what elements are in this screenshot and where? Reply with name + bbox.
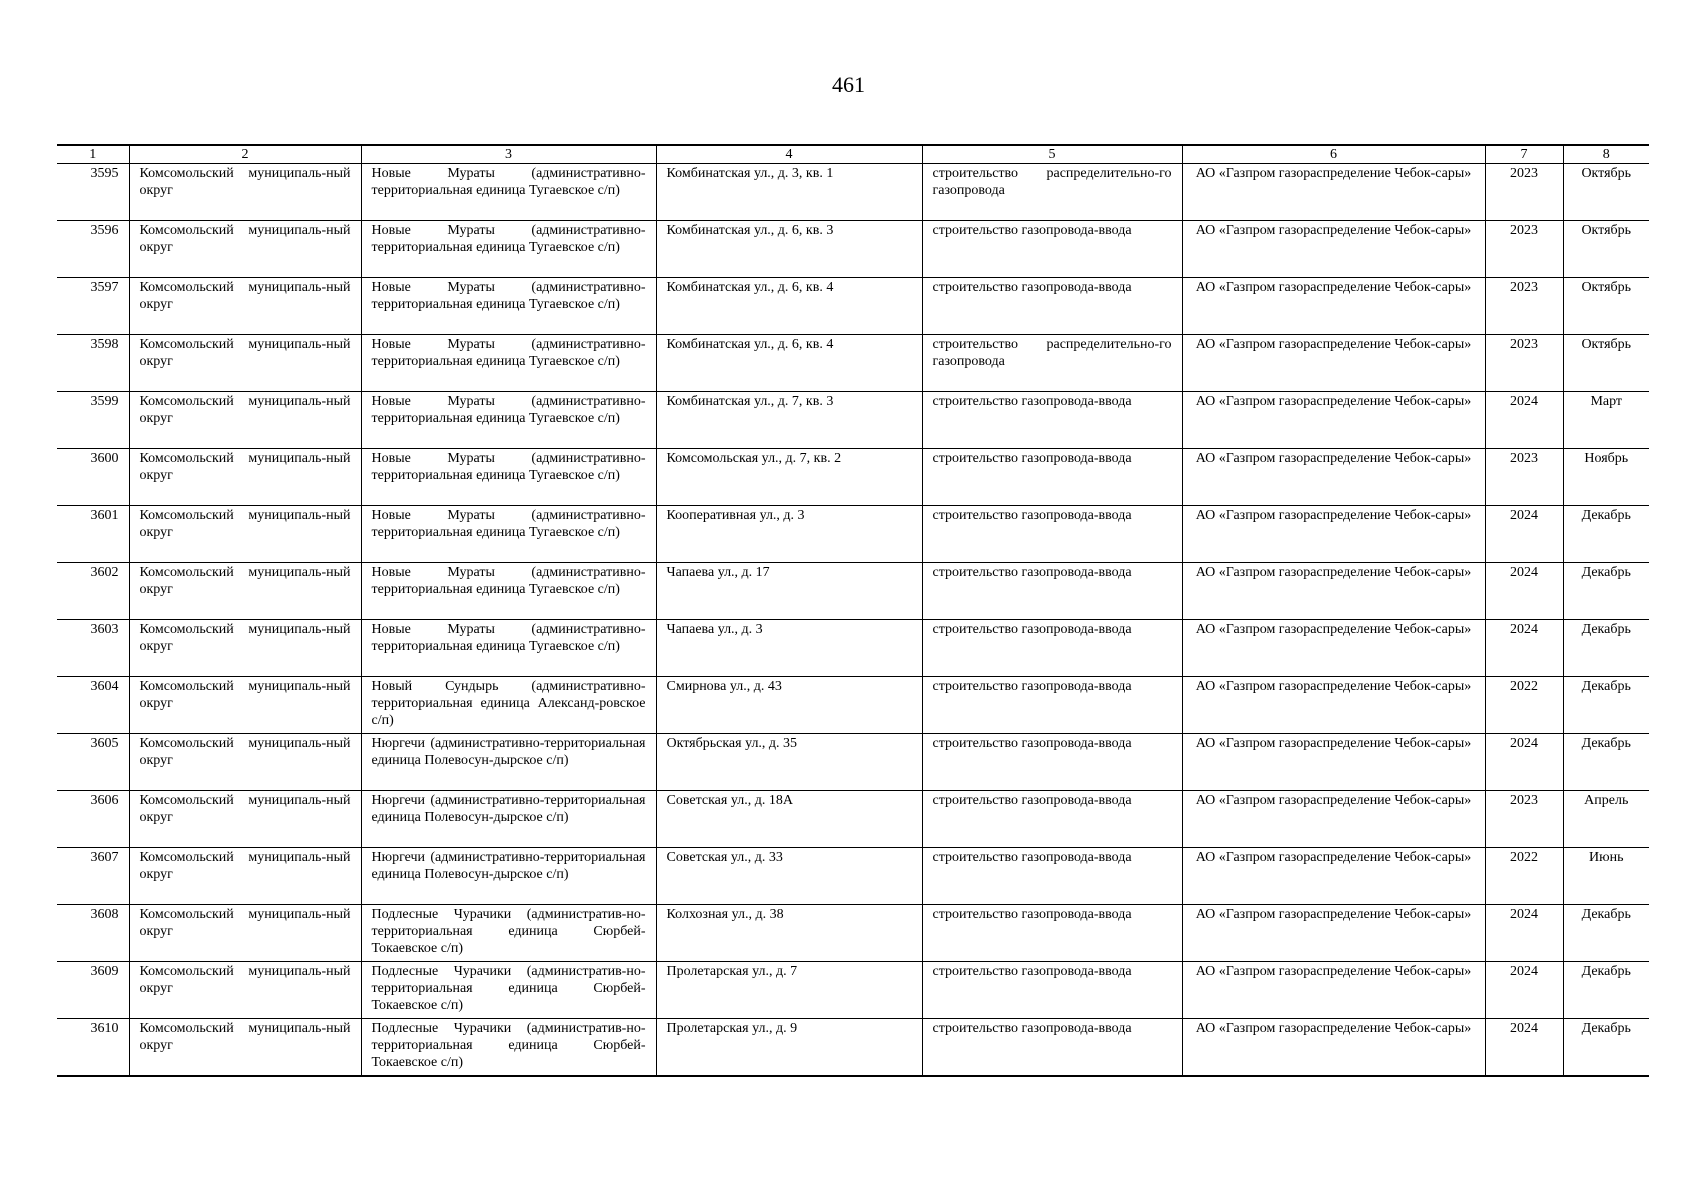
address-cell: Комбинатская ул., д. 6, кв. 4 [656,335,922,392]
table-row [57,677,1649,734]
table-row [57,221,1649,278]
month-cell: Июнь [1563,848,1649,905]
address-cell: Чапаева ул., д. 17 [656,563,922,620]
locality-cell: Нюргечи (административно-территориальная единица Полевосун-дырское с/п) [361,734,656,791]
locality-cell: Новые Мураты (административно-территориальная единица Тугаевское с/п) [361,335,656,392]
locality-cell: Новые Мураты (административно-территориальная единица Тугаевское с/п) [361,164,656,221]
row-number: 3598 [57,335,129,392]
year-cell: 2024 [1485,506,1563,563]
locality-cell: Подлесные Чурачики (административ-но-территориальная единица Сюрбей-Токаевское с/п) [361,905,656,962]
month-cell: Декабрь [1563,1019,1649,1076]
organization-cell: АО «Газпром газораспределение Чебок-сары» [1182,506,1485,563]
address-cell: Комбинатская ул., д. 3, кв. 1 [656,164,922,221]
year-cell: 2024 [1485,620,1563,677]
organization-cell: АО «Газпром газораспределение Чебок-сары» [1182,335,1485,392]
year-cell: 2024 [1485,1019,1563,1076]
work-type-cell: строительство газопровода-ввода [922,848,1182,905]
row-number: 3610 [57,1019,129,1076]
table-row [57,848,1649,905]
organization-cell: АО «Газпром газораспределение Чебок-сары» [1182,563,1485,620]
organization-cell: АО «Газпром газораспределение Чебок-сары» [1182,392,1485,449]
year-cell: 2023 [1485,278,1563,335]
work-type-cell: строительство газопровода-ввода [922,791,1182,848]
year-cell: 2023 [1485,791,1563,848]
month-cell: Декабрь [1563,905,1649,962]
organization-cell: АО «Газпром газораспределение Чебок-сары» [1182,677,1485,734]
month-cell: Ноябрь [1563,449,1649,506]
address-cell: Смирнова ул., д. 43 [656,677,922,734]
table-row [57,905,1649,962]
district-cell: Комсомольский муниципаль-ный округ [129,563,361,620]
organization-cell: АО «Газпром газораспределение Чебок-сары» [1182,848,1485,905]
row-number: 3596 [57,221,129,278]
column-number-row [57,145,1649,164]
address-cell: Чапаева ул., д. 3 [656,620,922,677]
work-type-cell: строительство газопровода-ввода [922,221,1182,278]
row-number: 3604 [57,677,129,734]
row-number: 3602 [57,563,129,620]
district-cell: Комсомольский муниципаль-ный округ [129,962,361,1019]
row-number: 3595 [57,164,129,221]
table-row [57,449,1649,506]
work-type-cell: строительство газопровода-ввода [922,962,1182,1019]
address-cell: Кооперативная ул., д. 3 [656,506,922,563]
month-cell: Декабрь [1563,506,1649,563]
district-cell: Комсомольский муниципаль-ный округ [129,1019,361,1076]
year-cell: 2024 [1485,392,1563,449]
month-cell: Октябрь [1563,221,1649,278]
work-type-cell: строительство газопровода-ввода [922,677,1182,734]
year-cell: 2023 [1485,335,1563,392]
month-cell: Октябрь [1563,278,1649,335]
table-row [57,164,1649,221]
year-cell: 2022 [1485,677,1563,734]
month-cell: Октябрь [1563,335,1649,392]
locality-cell: Подлесные Чурачики (административ-но-территориальная единица Сюрбей-Токаевское с/п) [361,962,656,1019]
work-type-cell: строительство газопровода-ввода [922,392,1182,449]
organization-cell: АО «Газпром газораспределение Чебок-сары» [1182,734,1485,791]
address-cell: Октябрьская ул., д. 35 [656,734,922,791]
work-type-cell: строительство распределительно-го газопровода [922,164,1182,221]
column-number: 1 [57,145,129,164]
month-cell: Декабрь [1563,563,1649,620]
table-row [57,506,1649,563]
locality-cell: Новые Мураты (административно-территориальная единица Тугаевское с/п) [361,506,656,563]
address-cell: Советская ул., д. 18А [656,791,922,848]
row-number: 3605 [57,734,129,791]
year-cell: 2024 [1485,734,1563,791]
table-row [57,392,1649,449]
month-cell: Март [1563,392,1649,449]
district-cell: Комсомольский муниципаль-ный округ [129,335,361,392]
locality-cell: Новые Мураты (административно-территориальная единица Тугаевское с/п) [361,563,656,620]
table-row [57,962,1649,1019]
work-type-cell: строительство газопровода-ввода [922,563,1182,620]
organization-cell: АО «Газпром газораспределение Чебок-сары» [1182,1019,1485,1076]
table-row [57,1019,1649,1076]
row-number: 3600 [57,449,129,506]
column-number: 7 [1485,145,1563,164]
locality-cell: Новый Сундырь (административно-территориальная единица Александ-ровское с/п) [361,677,656,734]
district-cell: Комсомольский муниципаль-ный округ [129,677,361,734]
month-cell: Декабрь [1563,734,1649,791]
work-type-cell: строительство газопровода-ввода [922,449,1182,506]
year-cell: 2024 [1485,563,1563,620]
district-cell: Комсомольский муниципаль-ный округ [129,164,361,221]
year-cell: 2023 [1485,449,1563,506]
row-number: 3606 [57,791,129,848]
work-type-cell: строительство газопровода-ввода [922,278,1182,335]
row-number: 3597 [57,278,129,335]
row-number: 3599 [57,392,129,449]
gasification-table [57,144,1649,1077]
locality-cell: Новые Мураты (административно-территориальная единица Тугаевское с/п) [361,278,656,335]
column-number: 3 [361,145,656,164]
work-type-cell: строительство распределительно-го газопровода [922,335,1182,392]
locality-cell: Новые Мураты (административно-территориальная единица Тугаевское с/п) [361,620,656,677]
address-cell: Советская ул., д. 33 [656,848,922,905]
row-number: 3601 [57,506,129,563]
column-number: 2 [129,145,361,164]
district-cell: Комсомольский муниципаль-ный округ [129,392,361,449]
month-cell: Декабрь [1563,620,1649,677]
address-cell: Комсомольская ул., д. 7, кв. 2 [656,449,922,506]
organization-cell: АО «Газпром газораспределение Чебок-сары» [1182,962,1485,1019]
locality-cell: Нюргечи (административно-территориальная единица Полевосун-дырское с/п) [361,848,656,905]
month-cell: Декабрь [1563,677,1649,734]
locality-cell: Новые Мураты (административно-территориальная единица Тугаевское с/п) [361,221,656,278]
address-cell: Комбинатская ул., д. 7, кв. 3 [656,392,922,449]
district-cell: Комсомольский муниципаль-ный округ [129,278,361,335]
locality-cell: Новые Мураты (административно-территориальная единица Тугаевское с/п) [361,392,656,449]
column-number: 6 [1182,145,1485,164]
locality-cell: Нюргечи (административно-территориальная единица Полевосун-дырское с/п) [361,791,656,848]
work-type-cell: строительство газопровода-ввода [922,1019,1182,1076]
work-type-cell: строительство газопровода-ввода [922,620,1182,677]
year-cell: 2023 [1485,164,1563,221]
organization-cell: АО «Газпром газораспределение Чебок-сары» [1182,791,1485,848]
row-number: 3603 [57,620,129,677]
district-cell: Комсомольский муниципаль-ный округ [129,506,361,563]
address-cell: Комбинатская ул., д. 6, кв. 3 [656,221,922,278]
table-row [57,791,1649,848]
table-row [57,278,1649,335]
row-number: 3608 [57,905,129,962]
district-cell: Комсомольский муниципаль-ный округ [129,848,361,905]
organization-cell: АО «Газпром газораспределение Чебок-сары» [1182,278,1485,335]
district-cell: Комсомольский муниципаль-ный округ [129,620,361,677]
year-cell: 2024 [1485,905,1563,962]
district-cell: Комсомольский муниципаль-ный округ [129,449,361,506]
column-number: 5 [922,145,1182,164]
district-cell: Комсомольский муниципаль-ный округ [129,221,361,278]
work-type-cell: строительство газопровода-ввода [922,506,1182,563]
month-cell: Октябрь [1563,164,1649,221]
table-row [57,620,1649,677]
address-cell: Комбинатская ул., д. 6, кв. 4 [656,278,922,335]
table-row [57,335,1649,392]
column-number: 8 [1563,145,1649,164]
year-cell: 2022 [1485,848,1563,905]
district-cell: Комсомольский муниципаль-ный округ [129,791,361,848]
address-cell: Колхозная ул., д. 38 [656,905,922,962]
district-cell: Комсомольский муниципаль-ный округ [129,734,361,791]
organization-cell: АО «Газпром газораспределение Чебок-сары» [1182,449,1485,506]
locality-cell: Подлесные Чурачики (административ-но-территориальная единица Сюрбей-Токаевское с/п) [361,1019,656,1076]
district-cell: Комсомольский муниципаль-ный округ [129,905,361,962]
organization-cell: АО «Газпром газораспределение Чебок-сары» [1182,164,1485,221]
row-number: 3609 [57,962,129,1019]
year-cell: 2023 [1485,221,1563,278]
month-cell: Декабрь [1563,962,1649,1019]
page-number: 461 [832,72,865,97]
month-cell: Апрель [1563,791,1649,848]
work-type-cell: строительство газопровода-ввода [922,905,1182,962]
row-number: 3607 [57,848,129,905]
work-type-cell: строительство газопровода-ввода [922,734,1182,791]
organization-cell: АО «Газпром газораспределение Чебок-сары» [1182,620,1485,677]
table-row [57,734,1649,791]
address-cell: Пролетарская ул., д. 7 [656,962,922,1019]
column-number: 4 [656,145,922,164]
year-cell: 2024 [1485,962,1563,1019]
locality-cell: Новые Мураты (административно-территориальная единица Тугаевское с/п) [361,449,656,506]
organization-cell: АО «Газпром газораспределение Чебок-сары» [1182,221,1485,278]
organization-cell: АО «Газпром газораспределение Чебок-сары» [1182,905,1485,962]
address-cell: Пролетарская ул., д. 9 [656,1019,922,1076]
table-row [57,563,1649,620]
